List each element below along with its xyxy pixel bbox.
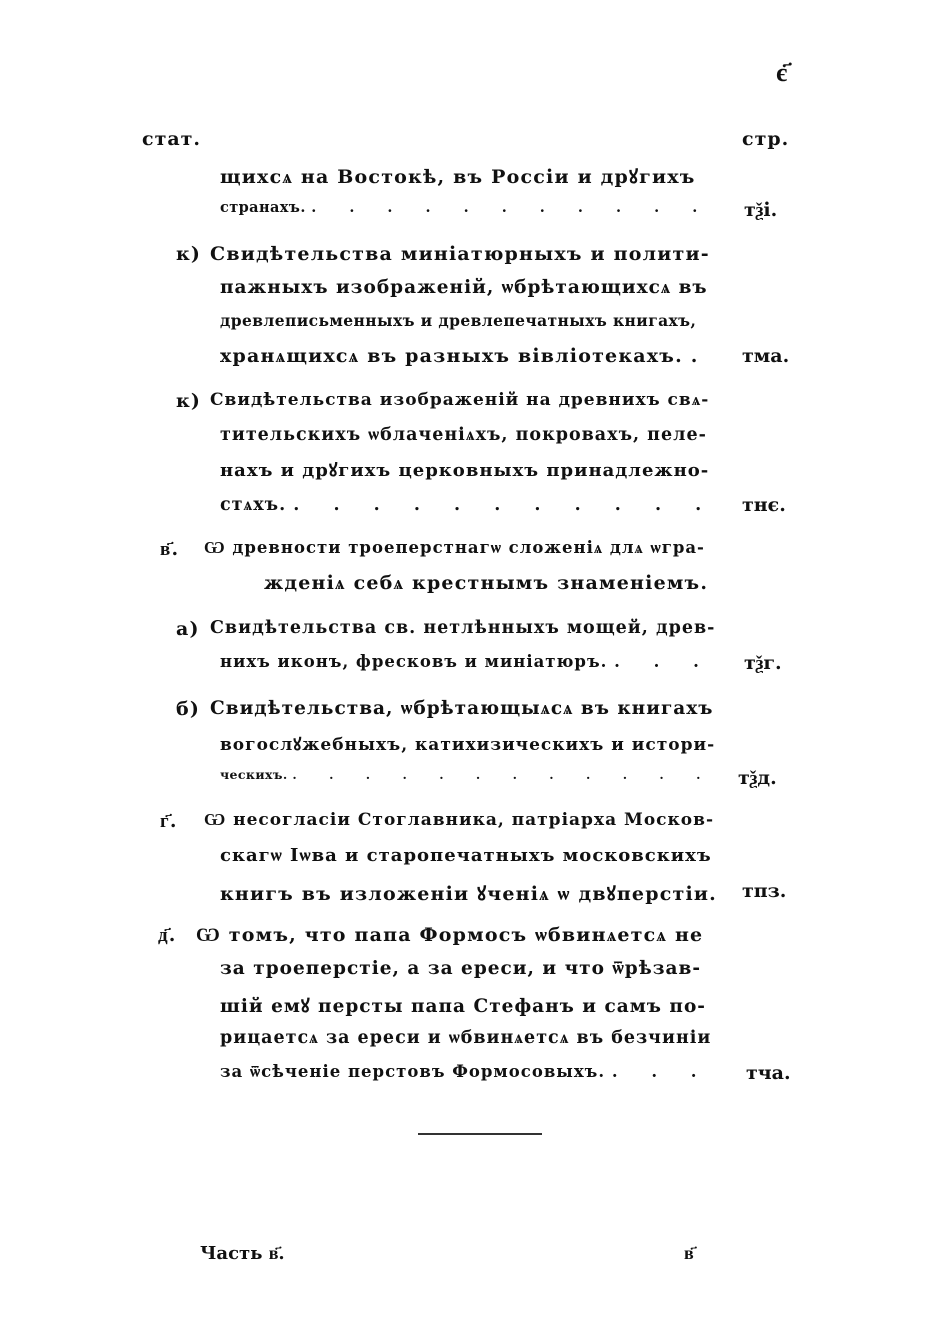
entry-line: Свидѣтельства, ѡбрѣтающыѧсѧ въ книгахъ (210, 698, 714, 719)
section-line: Ѡ древности троеперстнагѡ сложеніѧ длѧ ѡгра- (204, 538, 705, 557)
entry-line: Свидѣтельства св. нетлѣнныхъ мощей, древ- (210, 618, 716, 638)
entry-line: Ѡ несогласіи Стоглавника, патріарха Москов- (204, 810, 714, 830)
entry-marker: а) (176, 618, 200, 640)
entry-line: за троеперстіе, а за ереси, и что ѿрѣзав- (220, 958, 702, 979)
entry-line: пажныхъ изображеній, ѡбрѣтающихсѧ въ (220, 277, 708, 298)
entry-line: нахъ и дрꙋгихъ церковныхъ принадлежно- (220, 460, 710, 481)
entry-line: книгъ въ изложеніи ꙋченіѧ ѡ двꙋперстіи. (220, 883, 717, 905)
entry-line: щихсѧ на Востокѣ, въ Россіи и дрꙋгихъ (220, 166, 696, 188)
entry-line: тительскихъ ѡблаченіѧхъ, покровахъ, пеле- (220, 425, 707, 445)
section-marker: г҃. (160, 810, 178, 832)
footer-volume-label: Часть в҃. (200, 1243, 285, 1264)
divider-rule (418, 1133, 542, 1135)
entry-line: Свидѣтельства миніатюрныхъ и полити- (210, 243, 710, 265)
entry-line: ческихъ. . . . . . . . . . . . . (220, 767, 715, 782)
entry-line: Ѡ томъ, что папа Формосъ ѡбвинѧетсѧ не (196, 924, 704, 946)
page-reference: тнє. (742, 494, 786, 516)
entry-marker: к) (176, 390, 202, 412)
entry-line: вогослꙋжебныхъ, катихизическихъ и истори- (220, 735, 716, 755)
footer-signature-mark: в҃ (684, 1243, 694, 1264)
page-reference: тѯд. (738, 767, 777, 789)
entry-line: нихъ иконъ, фресковъ и миніатюръ. . . . (220, 652, 713, 671)
page-reference: тпз. (742, 880, 787, 902)
page-reference: тча. (746, 1062, 791, 1084)
column-header-pages: стр. (742, 128, 790, 150)
entry-line: рицаетсѧ за ереси и ѡбвинѧетсѧ въ безчиніи (220, 1028, 712, 1048)
entry-line: странахъ. . . . . . . . . . . . (220, 199, 712, 216)
page-reference: тѯі. (744, 199, 778, 221)
entry-line: шій емꙋ персты папа Стефанъ и самъ по- (220, 996, 706, 1017)
entry-line: хранѧщихсѧ въ разныхъ вівліотекахъ. . (220, 345, 712, 367)
entry-line: стѧхъ. . . . . . . . . . . . (220, 495, 716, 515)
entry-marker: б) (176, 698, 201, 720)
column-header-articles: стат. (142, 128, 202, 150)
section-line: жденіѧ себѧ крестнымъ знаменіемъ. (264, 572, 709, 594)
section-marker: в҃. (160, 538, 180, 560)
entry-marker: к) (176, 243, 202, 265)
entry-line: скагѡ Іѡва и старопечатныхъ московскихъ (220, 845, 712, 866)
page-reference: тѯг. (744, 652, 782, 674)
entry-line: за ѿсѣченіе перстовъ Формосовыхъ. . . . (220, 1062, 711, 1081)
entry-line: древлеписьменныхъ и древлепечатныхъ книгахъ, (220, 311, 697, 330)
section-marker: д҃. (158, 924, 177, 946)
page-reference: тма. (742, 345, 790, 367)
page-number-top: є҃ (776, 58, 788, 88)
entry-line: Свидѣтельства изображеній на древнихъ свѧ- (210, 390, 710, 410)
